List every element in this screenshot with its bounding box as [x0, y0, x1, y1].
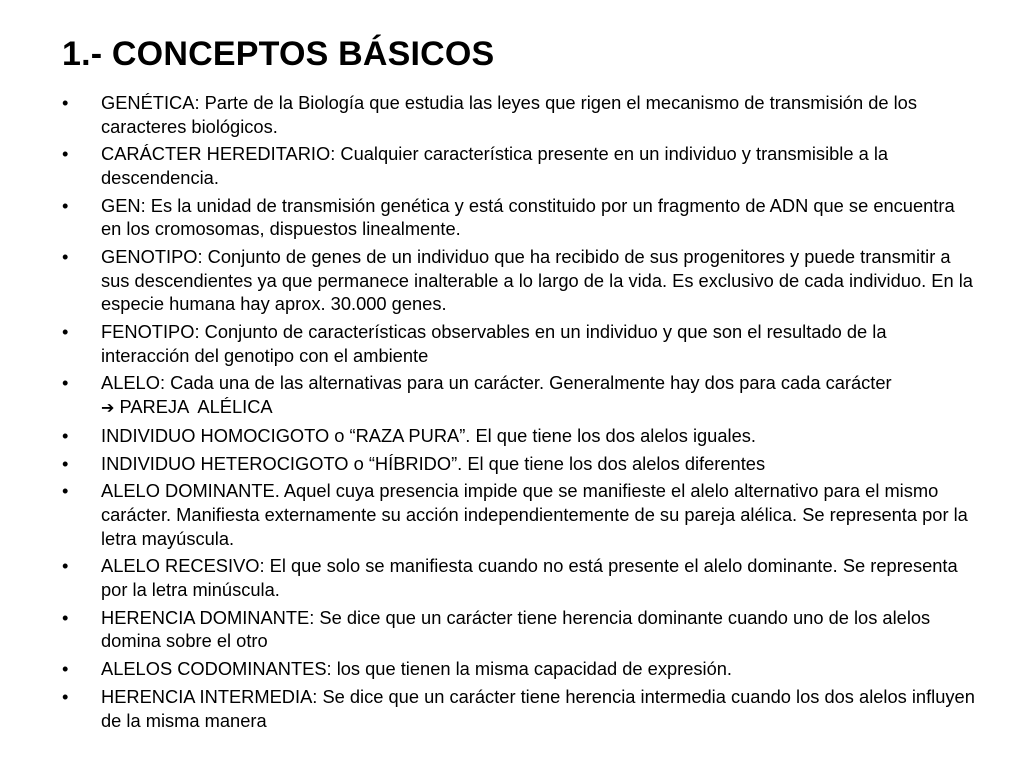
bullet: •: [62, 555, 69, 577]
concept-term: HERENCIA DOMINANTE: [101, 606, 310, 628]
list-item: [62, 424, 977, 448]
bullet: •: [62, 685, 69, 707]
concept-definition: : Cualquier característica presente en un individuo y transmisible a la descendencia.: [101, 143, 889, 188]
concept-term: ALELO RECESIVO: [101, 555, 260, 577]
concept-definition: : Se dice que un carácter tiene herencia intermedia cuando los dos alelos influyen de la misma manera: [101, 685, 975, 731]
bullet: •: [62, 424, 69, 446]
list-item: [62, 657, 977, 681]
concepts-list: [62, 91, 977, 736]
concept-definition: o “RAZA PURA”. El que tiene los dos alelos iguales.: [329, 424, 756, 446]
right-arrow-icon: ➔: [101, 398, 115, 418]
bullet: •: [62, 452, 69, 474]
concept-term: INDIVIDUO HOMOCIGOTO: [101, 424, 330, 446]
concept-term: HERENCIA INTERMEDIA: [101, 685, 313, 707]
concept-term: CARÁCTER HEREDITARIO: [101, 143, 331, 165]
bullet: •: [62, 658, 69, 680]
concept-term: ALELO DOMINANTE: [101, 480, 275, 502]
concept-term: FENOTIPO: [101, 321, 195, 343]
concept-term: GENÉTICA: [101, 92, 195, 113]
concept-definition: : Se dice que un carácter tiene herencia dominante cuando uno de los alelos domina sobre el otro: [101, 606, 931, 652]
bullet: •: [62, 246, 69, 268]
bullet: •: [62, 143, 69, 165]
concept-definition: : Cada una de las alternativas para un carácter. Generalmente hay dos para cada carácter: [159, 372, 892, 394]
concept-definition: o “HÍBRIDO”. El que tiene los dos alelos diferentes: [348, 452, 766, 474]
pareja-alelica-line: [101, 395, 977, 420]
bullet: •: [62, 321, 69, 343]
concept-definition: : Conjunto de genes de un individuo que ha recibido de sus progenitores y puede transmitir a sus descendientes ya que permanece inalterable a lo largo de la vida. Es exclusivo de cada individuo. En la especie humana hay aprox. 30.000 genes.: [101, 246, 973, 315]
list-item: [62, 606, 977, 653]
concept-term: INDIVIDUO HETEROCIGOTO: [101, 452, 349, 474]
concept-definition: : Parte de la Biología que estudia las leyes que rigen el mecanismo de transmisión de los caracteres biológicos.: [101, 92, 917, 137]
list-item: [62, 371, 977, 419]
list-item: [62, 194, 977, 241]
list-item: [62, 479, 977, 550]
concept-definition: : los que tienen la misma capacidad de expresión.: [326, 658, 733, 680]
concept-definition: . Aquel cuya presencia impide que se manifieste el alelo alternativo para el mismo carácter. Manifiesta externamente su acción independientemente de su pareja alélica. Se representa por la letra mayúscula.: [101, 480, 968, 549]
bullet: •: [62, 92, 69, 113]
list-item: [62, 320, 977, 367]
bullet: •: [62, 480, 69, 502]
concept-term: GENOTIPO: [101, 246, 198, 268]
pareja-alelica-label: PAREJA ALÉLICA: [119, 396, 273, 418]
list-item: [62, 91, 977, 138]
bullet: •: [62, 606, 69, 628]
list-item: [62, 554, 977, 601]
concept-term: ALELOS CODOMINANTES: [101, 658, 327, 680]
concept-term: ALELO: [101, 372, 160, 394]
concept-term: GEN: [101, 194, 141, 216]
bullet: •: [62, 372, 69, 394]
concept-definition: : El que solo se manifiesta cuando no está presente el alelo dominante. Se representa por la letra minúscula.: [101, 555, 958, 600]
page-title: 1.- CONCEPTOS BÁSICOS: [62, 35, 495, 73]
list-item: [62, 685, 977, 732]
concept-definition: : Conjunto de características observables en un individuo y que son el resultado de la interacción del genotipo con el ambiente: [101, 321, 887, 366]
list-item: [62, 142, 977, 189]
list-item: [62, 452, 977, 476]
bullet: •: [62, 194, 69, 216]
concept-definition: : Es la unidad de transmisión genética y está constituido por un fragmento de ADN que se encuentra en los cromosomas, dispuestos linealmente.: [101, 194, 955, 240]
list-item: [62, 245, 977, 316]
